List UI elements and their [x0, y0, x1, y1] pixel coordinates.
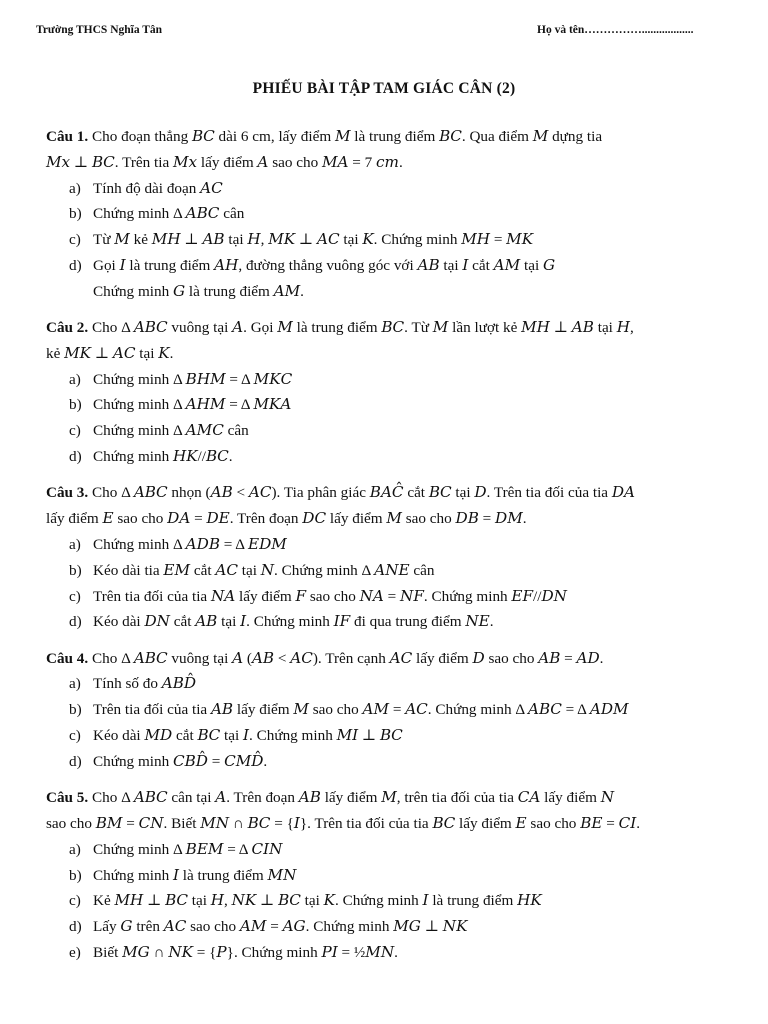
question-text: Cho đoạn thẳng 𝐵𝐶 dài 6 cm, lấy điểm 𝑀 là trung điểm 𝐵𝐶. Qua điểm 𝑀 dựng tia: [92, 128, 603, 145]
question-number: Câu 5.: [46, 789, 89, 807]
question-list: [46, 124, 726, 976]
sub-question-label: b): [69, 701, 82, 719]
sub-question: [46, 940, 726, 966]
sub-question-text: Lấy 𝐺 trên 𝐴𝐶 sao cho 𝐴𝑀 = 𝐴𝐺. Chứng minh 𝑀𝐺 ⊥ 𝑁𝐾: [93, 918, 468, 936]
student-name-field: Họ và tên……………..................: [537, 24, 694, 36]
question-text-line: [46, 150, 726, 176]
sub-question: [46, 418, 726, 444]
sub-question: [46, 253, 726, 279]
question-text-line: [46, 811, 726, 837]
question-1: [46, 124, 726, 305]
sub-question: [46, 532, 726, 558]
question-text: Cho Δ 𝐴𝐵𝐶 nhọn (𝐴𝐵 < 𝐴𝐶). Tia phân giác 𝐵𝐴𝐶̂ cắt 𝐵𝐶 tại 𝐷. Trên tia đối của tia 𝐷𝐴: [92, 484, 635, 502]
question-text-line: [46, 785, 726, 811]
sub-question: [46, 723, 726, 749]
question-3: [46, 480, 726, 635]
sub-question-text: Chứng minh 𝐶𝐵𝐷̂ = 𝐶𝑀𝐷̂.: [93, 752, 268, 770]
sub-question-text: Tính độ dài đoạn 𝐴𝐶: [93, 179, 223, 197]
question-text: kẻ 𝑀𝐾 ⊥ 𝐴𝐶 tại 𝐾.: [46, 344, 174, 362]
question-number: Câu 1.: [46, 128, 89, 145]
sub-question: [46, 367, 726, 393]
question-text-line: [46, 341, 726, 367]
sub-question-label: a): [69, 370, 81, 388]
sub-question-text: Kéo dài tia 𝐸𝑀 cắt 𝐴𝐶 tại 𝑁. Chứng minh Δ 𝐴𝑁𝐸 cân: [93, 561, 435, 579]
sub-question: [46, 609, 726, 635]
sub-question-label: d): [69, 448, 82, 466]
question-text-line: [46, 506, 726, 532]
sub-question-label: c): [69, 422, 81, 440]
sub-question-label: a): [69, 535, 81, 553]
sub-question-text: Chứng minh Δ 𝐴𝑀𝐶 cân: [93, 422, 249, 440]
sub-question: [46, 863, 726, 889]
question-text-line: [46, 124, 726, 150]
sub-question-label: c): [69, 231, 81, 249]
sub-question: [46, 176, 726, 202]
sub-question: [46, 584, 726, 610]
question-text: lấy điểm 𝐸 sao cho 𝐷𝐴 = 𝐷𝐸. Trên đoạn 𝐷𝐶 lấy điểm 𝑀 sao cho 𝐷𝐵 = 𝐷𝑀.: [46, 510, 527, 528]
sub-question-label: a): [69, 179, 81, 197]
sub-question-label: d): [69, 613, 82, 631]
sub-question: [46, 227, 726, 253]
sub-question-text: Biết 𝑀𝐺 ∩ 𝑁𝐾 = {𝑃}. Chứng minh 𝑃𝐼 = ½𝑀𝑁.: [93, 943, 398, 961]
question-text-line: [46, 480, 726, 506]
sub-question: [46, 392, 726, 418]
sub-question-text: Chứng minh Δ 𝐴𝐵𝐶 cân: [93, 205, 245, 223]
sub-question-label: e): [69, 943, 81, 961]
sub-question-label: d): [69, 256, 82, 274]
sub-question: [46, 888, 726, 914]
sub-question-label: b): [69, 396, 82, 414]
school-name: Trường THCS Nghĩa Tân: [36, 24, 163, 36]
question-text: Cho Δ 𝐴𝐵𝐶 cân tại 𝐴. Trên đoạn 𝐴𝐵 lấy điểm 𝑀, trên tia đối của tia 𝐶𝐴 lấy điểm 𝑁: [92, 789, 614, 807]
sub-question: [46, 837, 726, 863]
sub-question-label: b): [69, 205, 82, 223]
sub-question-text: Trên tia đối của tia 𝐴𝐵 lấy điểm 𝑀 sao cho 𝐴𝑀 = 𝐴𝐶. Chứng minh Δ 𝐴𝐵𝐶 = Δ 𝐴𝐷𝑀: [93, 701, 629, 719]
sub-question-text: Chứng minh Δ 𝐴𝐷𝐵 = Δ 𝐸𝐷𝑀: [93, 535, 287, 553]
question-4: [46, 646, 726, 775]
worksheet-title: PHIẾU BÀI TẬP TAM GIÁC CÂN (2): [252, 80, 516, 97]
question-2: [46, 315, 726, 470]
question-number: Câu 4.: [46, 649, 89, 667]
sub-question-text: Chứng minh Δ 𝐴𝐻𝑀 = Δ 𝑀𝐾𝐴: [93, 396, 292, 414]
question-text-line: [46, 315, 726, 341]
sub-question-label: a): [69, 840, 81, 858]
sub-question-text: Kẻ 𝑀𝐻 ⊥ 𝐵𝐶 tại 𝐻, 𝑁𝐾 ⊥ 𝐵𝐶 tại 𝐾. Chứng minh 𝐼 là trung điểm 𝐻𝐾: [93, 892, 542, 910]
sub-question: [46, 697, 726, 723]
sub-question: [46, 671, 726, 697]
question-number: Câu 2.: [46, 319, 89, 337]
sub-question-label: b): [69, 866, 82, 884]
sub-question-text: Tính số đo 𝐴𝐵𝐷̂: [93, 675, 197, 693]
question-text: sao cho 𝐵𝑀 = 𝐶𝑁. Biết 𝑀𝑁 ∩ 𝐵𝐶 = {𝐼}. Trên tia đối của tia 𝐵𝐶 lấy điểm 𝐸 sao cho 𝐵𝐸 = 𝐶𝐼.: [46, 814, 641, 832]
question-5: [46, 785, 726, 966]
sub-question-label: a): [69, 675, 81, 693]
sub-question: [46, 558, 726, 584]
question-text: 𝑀𝑥 ⊥ 𝐵𝐶. Trên tia 𝑀𝑥 lấy điểm 𝐴 sao cho 𝑀𝐴 = 7 𝑐𝑚.: [46, 153, 403, 171]
sub-question-text: Từ 𝑀 kẻ 𝑀𝐻 ⊥ 𝐴𝐵 tại 𝐻, 𝑀𝐾 ⊥ 𝐴𝐶 tại 𝐾. Chứng minh 𝑀𝐻 = 𝑀𝐾: [93, 231, 534, 249]
sub-question-label: d): [69, 918, 82, 936]
sub-question: [46, 444, 726, 470]
sub-question-text: Chứng minh 𝐼 là trung điểm 𝑀𝑁: [93, 866, 297, 884]
sub-question-continuation: Chứng minh 𝐺 là trung điểm 𝐴𝑀.: [93, 282, 304, 300]
sub-question: [46, 749, 726, 775]
question-number: Câu 3.: [46, 484, 89, 502]
question-text-line: [46, 646, 726, 672]
sub-question-text: Gọi 𝐼 là trung điểm 𝐴𝐻, đường thẳng vuông góc với 𝐴𝐵 tại 𝐼 cắt 𝐴𝑀 tại 𝐺: [93, 256, 556, 274]
question-text: Cho Δ 𝐴𝐵𝐶 vuông tại 𝐴 (𝐴𝐵 < 𝐴𝐶). Trên cạnh 𝐴𝐶 lấy điểm 𝐷 sao cho 𝐴𝐵 = 𝐴𝐷.: [92, 649, 604, 667]
sub-question: [46, 201, 726, 227]
sub-question-text: Chứng minh Δ 𝐵𝐸𝑀 = Δ 𝐶𝐼𝑁: [93, 840, 283, 858]
sub-question-label: c): [69, 587, 81, 605]
question-text: Cho Δ 𝐴𝐵𝐶 vuông tại 𝐴. Gọi 𝑀 là trung điểm 𝐵𝐶. Từ 𝑀 lần lượt kẻ 𝑀𝐻 ⊥ 𝐴𝐵 tại 𝐻,: [92, 319, 634, 337]
sub-question: [46, 914, 726, 940]
sub-question-label: c): [69, 892, 81, 910]
sub-question-text: Chứng minh Δ 𝐵𝐻𝑀 = Δ 𝑀𝐾𝐶: [93, 370, 293, 388]
sub-question-label: d): [69, 752, 82, 770]
sub-question-label: b): [69, 561, 82, 579]
sub-question-text: Kéo dài 𝑀𝐷 cắt 𝐵𝐶 tại 𝐼. Chứng minh 𝑀𝐼 ⊥ 𝐵𝐶: [93, 727, 403, 745]
sub-question-text: Trên tia đối của tia 𝑁𝐴 lấy điểm 𝐹 sao cho 𝑁𝐴 = 𝑁𝐹. Chứng minh 𝐸𝐹//𝐷𝑁: [93, 587, 567, 605]
sub-question-label: c): [69, 727, 81, 745]
sub-question-text: Chứng minh 𝐻𝐾//𝐵𝐶.: [93, 448, 233, 466]
sub-question-text: Kéo dài 𝐷𝑁 cắt 𝐴𝐵 tại 𝐼. Chứng minh 𝐼𝐹 đi qua trung điểm 𝑁𝐸.: [93, 613, 494, 631]
